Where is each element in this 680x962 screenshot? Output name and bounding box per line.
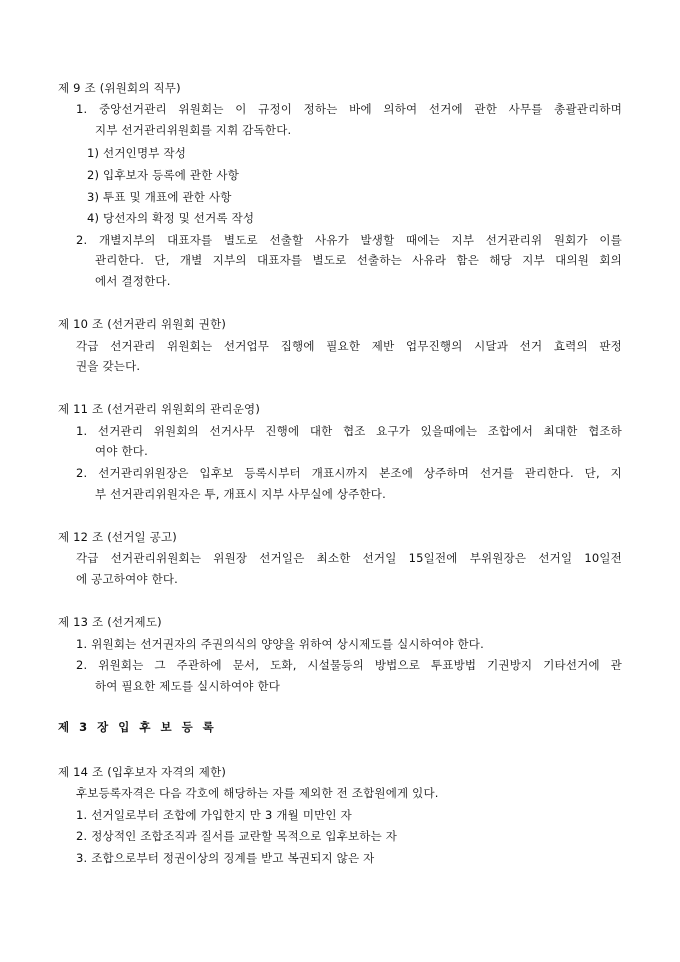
article-14-item-3: 3. 조합으로부터 정권이상의 징계를 받고 복권되지 않은 자 — [76, 851, 375, 865]
article-9-para-1-line-2: 지부 선거관리위원회를 지휘 감독한다. — [95, 123, 292, 137]
article-14-item-2: 2. 정상적인 조합조직과 질서를 교란할 목적으로 입후보하는 자 — [76, 829, 398, 843]
article-13-para-1: 1. 위원회는 선거권자의 주권의식의 양양을 위하여 상시제도를 실시하여야 한다. — [76, 637, 484, 651]
article-12-title: 제 12 조 (선거일 공고) — [58, 530, 177, 544]
article-14-title: 제 14 조 (입후보자 자격의 제한) — [58, 765, 227, 779]
article-9-para-1-line-1: 1. 중앙선거관리 위원회는 이 규정이 정하는 바에 의하여 선거에 관한 사무를 총괄관리하며 — [76, 102, 622, 116]
article-10-line-1: 각급 선거관리 위원회는 선거업무 집행에 필요한 제반 업무진행의 시달과 선거 효력의 판정 — [76, 339, 622, 353]
article-11-title: 제 11 조 (선거관리 위원회의 관리운영) — [58, 402, 261, 416]
article-14-intro: 후보등록자격은 다음 각호에 해당하는 자를 제외한 전 조합원에게 있다. — [76, 786, 439, 800]
article-10-title: 제 10 조 (선거관리 위원회 권한) — [58, 317, 227, 331]
article-12-line-2: 에 공고하여야 한다. — [76, 572, 179, 586]
chapter-3-heading: 제 3 장 입 후 보 등 록 — [58, 720, 217, 734]
article-13-title: 제 13 조 (선거제도) — [58, 615, 162, 629]
article-9-para-2-line-1: 2. 개별지부의 대표자를 별도로 선출할 사유가 발생할 때에는 지부 선거관리위 원회가 이를 — [76, 233, 622, 247]
article-10-line-2: 권을 갖는다. — [76, 359, 141, 373]
article-11-para-2-line-1: 2. 선거관리위원장은 입후보 등록시부터 개표시까지 본조에 상주하며 선거를 관리한다. 단, 지 — [76, 466, 622, 480]
article-9-title: 제 9 조 (위원회의 직무) — [58, 81, 181, 95]
article-9-item-4: 4) 당선자의 확정 및 선거록 작성 — [87, 211, 255, 225]
article-9-para-2-line-2: 관리한다. 단, 개별 지부의 대표자를 별도로 선출하는 사유라 함은 해당 지부 대의원 회의 — [95, 253, 622, 267]
article-9-item-1: 1) 선거인명부 작성 — [87, 146, 187, 160]
article-9-item-3: 3) 투표 및 개표에 관한 사항 — [87, 190, 232, 204]
article-14-item-1: 1. 선거일로부터 조합에 가입한지 만 3 개월 미만인 자 — [76, 808, 352, 822]
article-11-para-1-line-2: 여야 한다. — [95, 444, 148, 458]
article-12-line-1: 각급 선거관리위원회는 위원장 선거일은 최소한 선거일 15일전에 부위원장은 선거일 10일전 — [76, 551, 622, 565]
article-11-para-2-line-2: 부 선거관리위원자은 투, 개표시 지부 사무실에 상주한다. — [95, 487, 386, 501]
article-11-para-1-line-1: 1. 선거관리 위원회의 선거사무 진행에 대한 협조 요구가 있을때에는 조합에서 최대한 협조하 — [76, 424, 622, 438]
article-13-para-2-line-1: 2. 위원회는 그 주관하에 문서, 도화, 시설물등의 방법으로 투표방법 기권방지 기타선거에 관 — [76, 658, 622, 672]
article-9-item-2: 2) 입후보자 등록에 관한 사항 — [87, 168, 240, 182]
article-9-para-2-line-3: 에서 결정한다. — [95, 274, 171, 288]
article-13-para-2-line-2: 하여 필요한 제도를 실시하여야 한다 — [95, 679, 281, 693]
